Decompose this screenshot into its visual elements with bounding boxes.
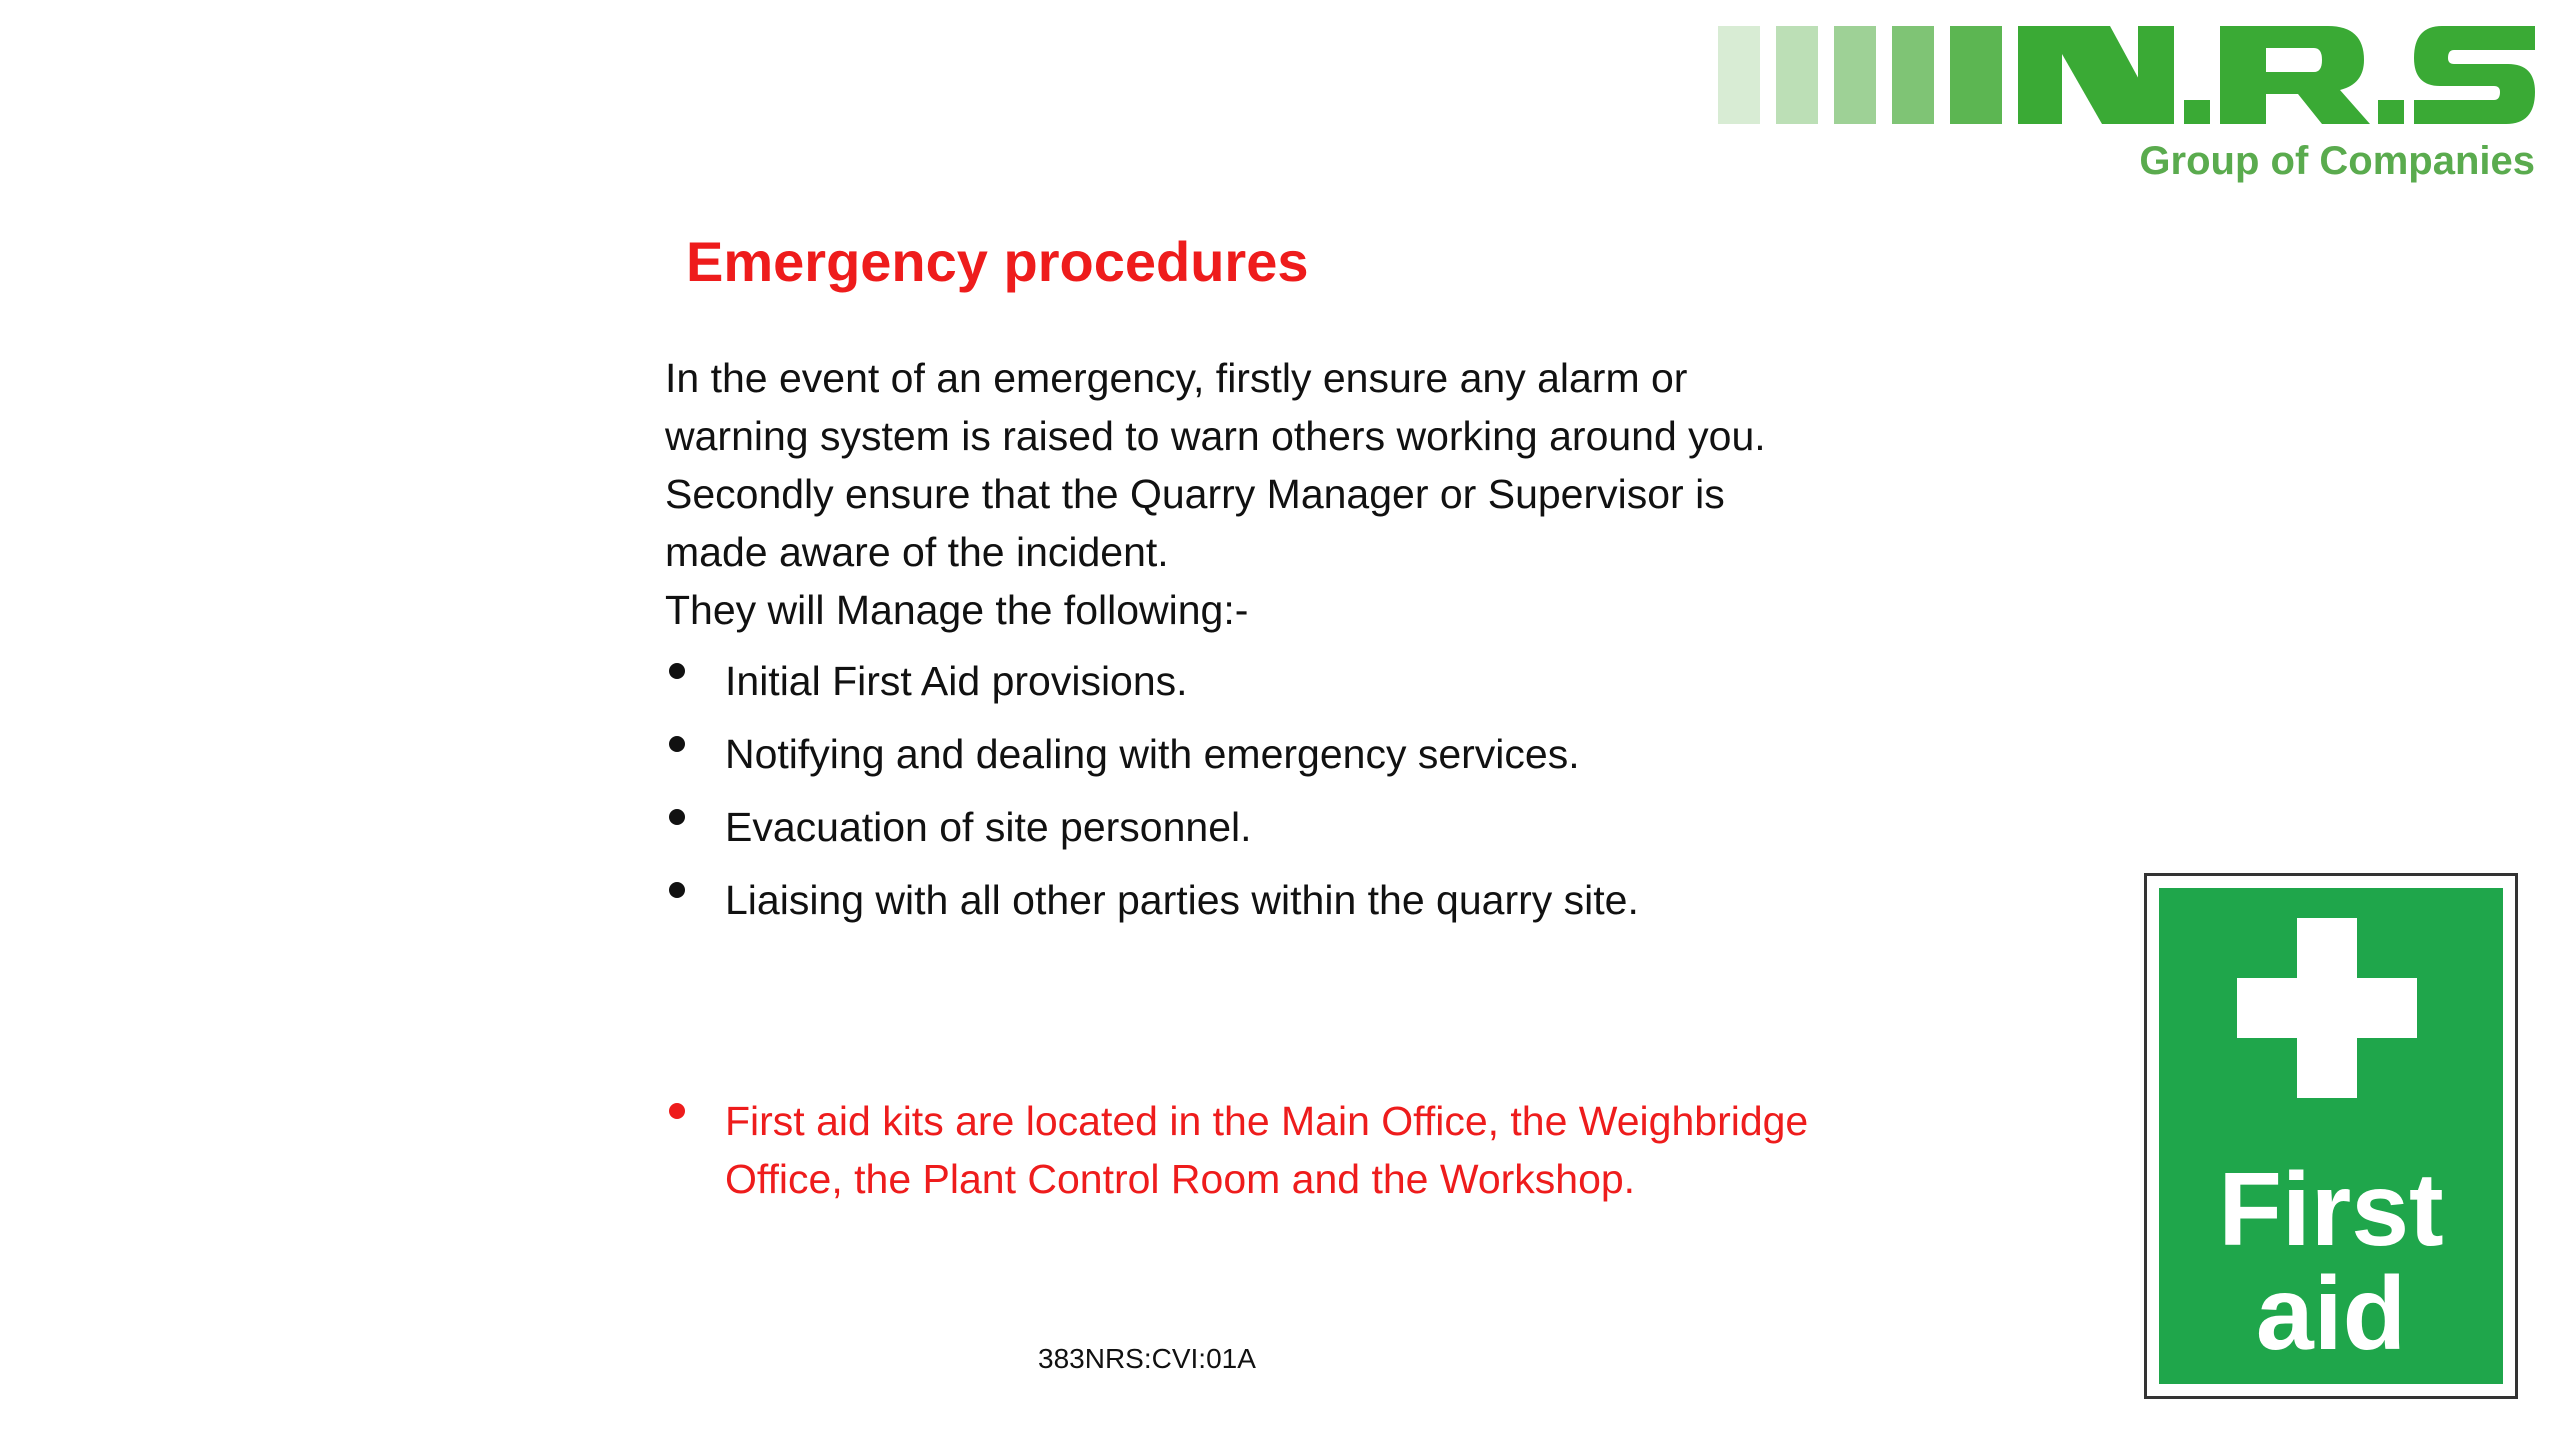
bullet-icon [669,663,685,679]
company-logo [1718,26,2535,191]
sign-label [2159,1152,2503,1372]
intro-paragraph [665,349,1935,639]
intro-line: They will Manage the following:- [665,587,1249,633]
logo-tagline: Group of Companies [2139,139,2535,183]
bullet-icon [669,1103,685,1119]
list-item-text: Liaising with all other parties within the quarry site. [725,877,1639,923]
intro-line: warning system is raised to warn others working around you. [665,413,1766,459]
list-item-text: Evacuation of site personnel. [725,804,1252,850]
slide-title: Emergency procedures [686,230,1309,293]
note-text: First aid kits are located in the Main Office, the Weighbridge Office, the Plant Control Room and the Workshop. [725,1098,1809,1202]
intro-line: In the event of an emergency, firstly ensure any alarm or [665,355,1688,401]
list-item [665,725,1965,798]
bullet-icon [669,736,685,752]
list-item [665,652,1965,725]
sign-label-line2: aid [2255,1256,2407,1372]
first-aid-cross-icon-bar [2237,978,2417,1038]
nrs-logo-mark [1718,26,2535,136]
bullet-icon [669,882,685,898]
document-code: 383NRS:CVI:01A [1038,1343,1256,1374]
sign-label-line1: First [2218,1152,2444,1268]
intro-line: made aware of the incident. [665,529,1169,575]
list-item [665,798,1965,871]
responsibility-list [665,652,1965,944]
list-item-text: Notifying and dealing with emergency services. [725,731,1580,777]
first-aid-sign [2144,873,2518,1399]
intro-line: Secondly ensure that the Quarry Manager or Supervisor is [665,471,1725,517]
sign-panel [2159,888,2503,1384]
list-item-text: Initial First Aid provisions. [725,658,1188,704]
bullet-icon [669,809,685,825]
list-item [665,871,1965,944]
